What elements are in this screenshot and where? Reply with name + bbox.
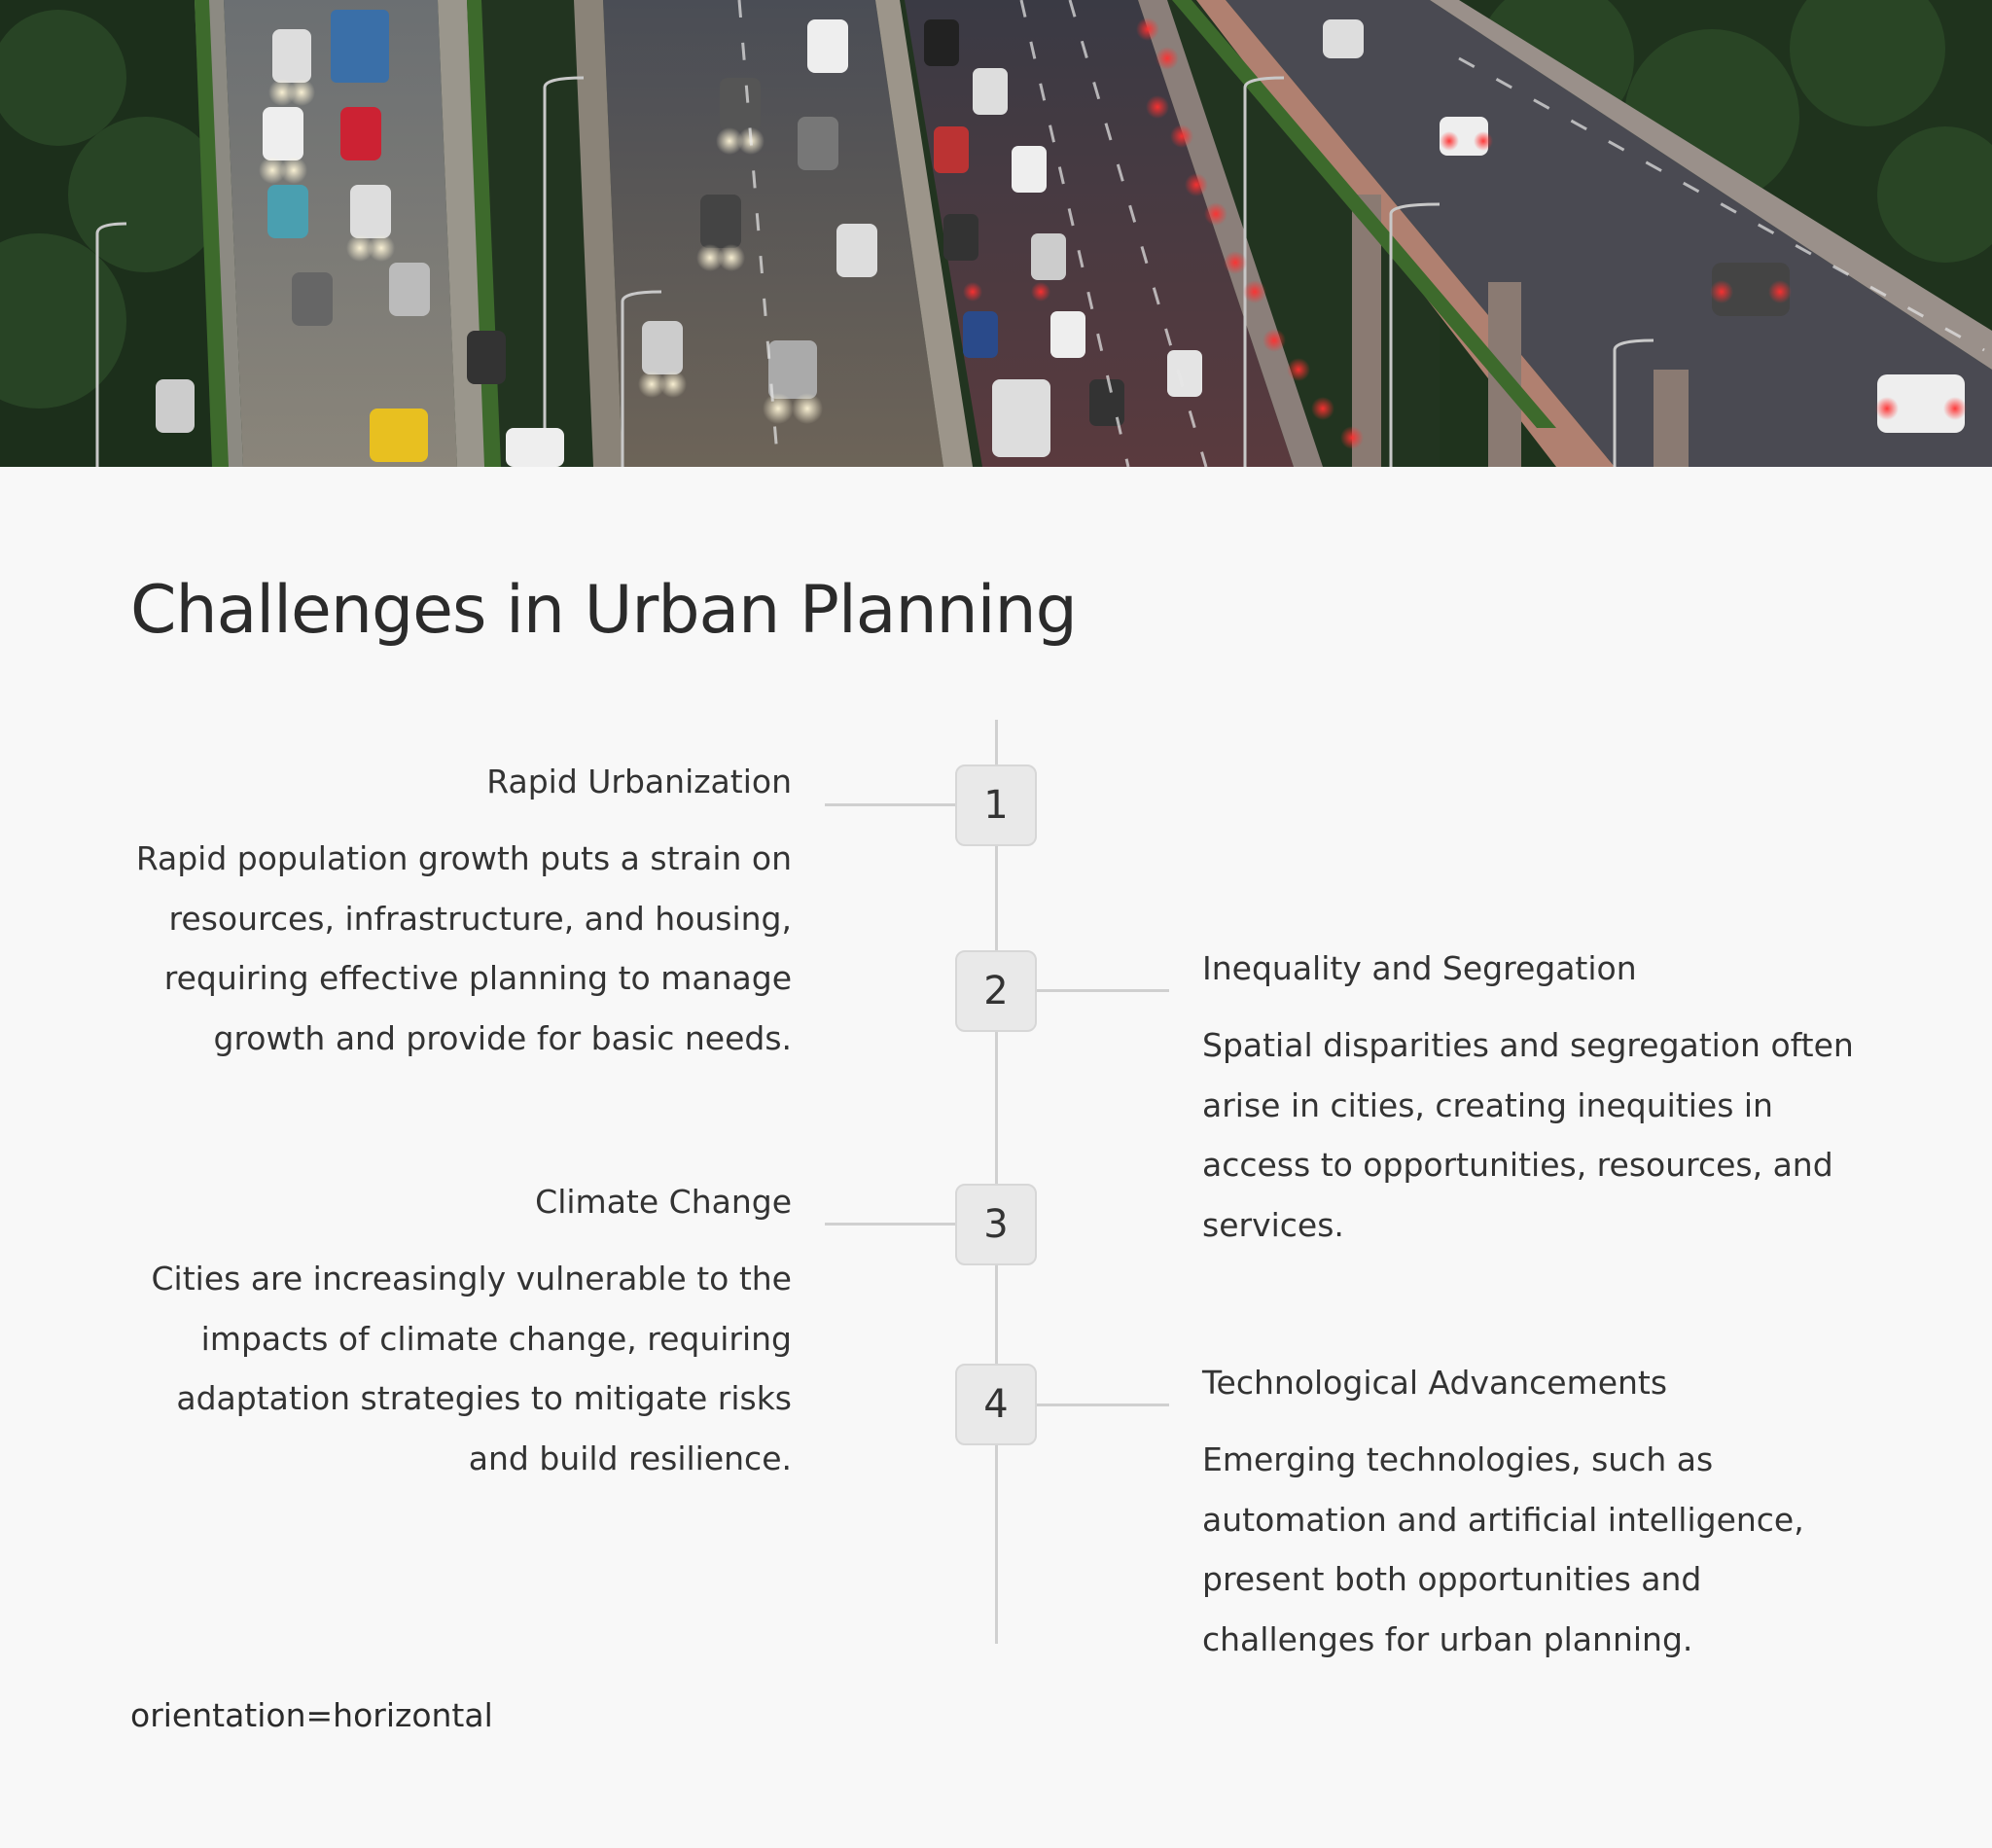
timeline-marker-4: 4 [955,1364,1037,1445]
timeline-marker-3: 3 [955,1184,1037,1265]
highway-traffic-illustration [0,0,1992,467]
timeline-item-description: Cities are increasingly vulnerable to the impacts of climate change, requiring adaptation strategies to mitigate risks and build resilience. [151,1260,792,1477]
timeline-connector-4 [1037,1404,1169,1406]
timeline-item-title: Rapid Urbanization [486,763,792,800]
timeline-item-description: Emerging technologies, such as automation and artificial intelligence, present both opportunities and challenges for urban planning. [1202,1440,1804,1658]
timeline-item-1 [130,761,792,1068]
timeline-connector-1 [825,803,955,806]
timeline-item-description: Spatial disparities and segregation often arise in cities, creating inequities in access to opportunities, resources, and services. [1202,1026,1854,1244]
page-title: Challenges in Urban Planning [130,572,1077,649]
timeline-item-description: Rapid population growth puts a strain on resources, infrastructure, and housing, requiring effective planning to manage growth and provide for basic needs. [135,839,792,1057]
timeline-connector-2 [1037,989,1169,992]
timeline-item-2 [1202,947,1864,1255]
timeline-axis [995,720,998,1644]
timeline-marker-1: 1 [955,764,1037,846]
timeline-item-title: Inequality and Segregation [1202,949,1637,987]
hero-image [0,0,1992,467]
timeline-item-title: Technological Advancements [1202,1364,1668,1402]
timeline-item-3 [130,1181,792,1488]
timeline-item-4 [1202,1362,1864,1669]
orientation-note: orientation=horizontal [130,1696,493,1734]
timeline-item-title: Climate Change [535,1183,792,1221]
timeline-connector-3 [825,1223,955,1226]
timeline-marker-2: 2 [955,950,1037,1032]
